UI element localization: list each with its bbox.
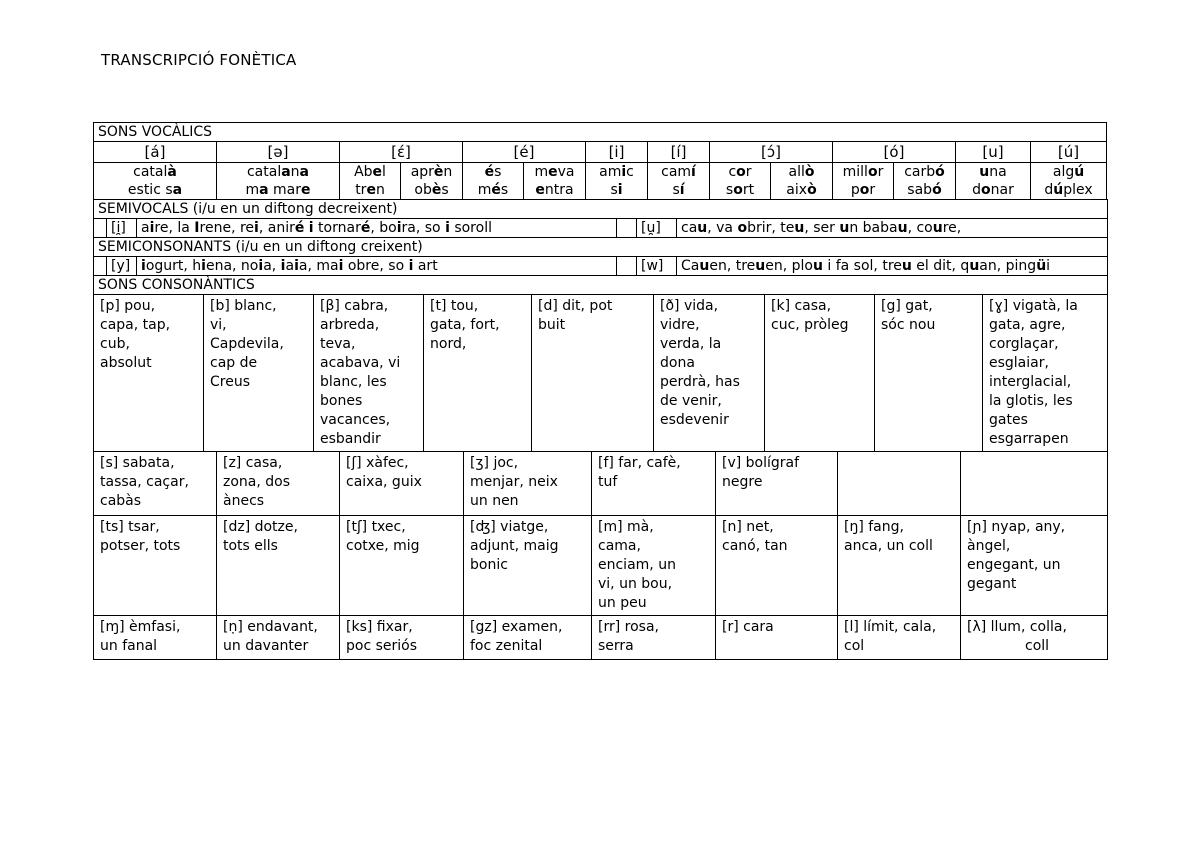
consonant-cell: [ks] fixar, poc seriós bbox=[340, 616, 464, 660]
glides-table bbox=[93, 199, 1108, 295]
consonant-cell: [s] sabata, tassa, caçar, cabàs bbox=[94, 452, 217, 516]
consonant-cell: [ŋ] fang, anca, un coll bbox=[838, 516, 961, 616]
vowel-example: catalana ma mare bbox=[217, 163, 340, 200]
semiconsonant-w-symbol: [w] bbox=[637, 257, 677, 276]
vowel-symbol: [ɛ́] bbox=[340, 142, 463, 163]
vowel-symbol: [ɔ́] bbox=[710, 142, 833, 163]
vowels-block bbox=[93, 122, 1107, 660]
vowel-example: camí sí bbox=[648, 163, 710, 200]
page-title: TRANSCRIPCIÓ FONÈTICA bbox=[101, 51, 297, 69]
consonant-cell: [g] gat, sóc nou bbox=[875, 295, 983, 452]
vowel-example: millor por bbox=[833, 163, 894, 200]
consonant-cell: [z] casa, zona, dos ànecs bbox=[217, 452, 340, 516]
consonant-cell: [rr] rosa, serra bbox=[592, 616, 716, 660]
consonants-section-header: SONS CONSONÀNTICS bbox=[94, 276, 1108, 295]
consonant-cell: [λ] llum, colla, coll bbox=[961, 616, 1108, 660]
consonant-cell: [β] cabra, arbreda, teva, acabava, vi blanc, les bones vacances, esbandir bbox=[314, 295, 424, 452]
consonant-cell: [m] mà, cama, enciam, un vi, un bou, un peu bbox=[592, 516, 716, 616]
consonant-cell: [t] tou, gata, fort, nord, bbox=[424, 295, 532, 452]
consonant-cell: [ts] tsar, potser, tots bbox=[94, 516, 217, 616]
consonant-cell: [ɲ] nyap, any, àngel, engegant, un gegant bbox=[961, 516, 1108, 616]
consonant-cell: [f] far, cafè, tuf bbox=[592, 452, 716, 516]
vowel-example: algú dúplex bbox=[1031, 163, 1107, 200]
vowel-symbols-row bbox=[94, 142, 1107, 163]
vowel-example: aprèn obès bbox=[401, 163, 463, 200]
consonants-row-2 bbox=[94, 452, 1108, 516]
vowel-symbol: [í] bbox=[648, 142, 710, 163]
consonants-row-4 bbox=[94, 616, 1108, 660]
consonant-cell: [d] dit, pot buit bbox=[532, 295, 654, 452]
vowel-examples-row bbox=[94, 163, 1107, 200]
vowel-example: amic si bbox=[586, 163, 648, 200]
vowel-symbol: [é] bbox=[463, 142, 586, 163]
consonant-cell: [ð] vida, vidre, verda, la dona perdrà, has de venir, esdevenir bbox=[654, 295, 765, 452]
consonant-cell: [tʃ] txec, cotxe, mig bbox=[340, 516, 464, 616]
consonant-cell: [ʤ] viatge, adjunt, maig bonic bbox=[464, 516, 592, 616]
consonants-rows-table bbox=[93, 451, 1108, 660]
consonant-cell bbox=[961, 452, 1108, 516]
semiconsonant-w-examples: Cauen, treuen, plou i fa sol, treu el dit, quan, pingüi bbox=[677, 257, 1108, 276]
vowel-symbol: [ó] bbox=[833, 142, 956, 163]
vowel-symbol: [i] bbox=[586, 142, 648, 163]
consonant-cell: [r] cara bbox=[716, 616, 838, 660]
consonant-cell: [ʒ] joc, menjar, neix un nen bbox=[464, 452, 592, 516]
consonants-row1-table bbox=[93, 294, 1108, 452]
vowel-example: una donar bbox=[956, 163, 1031, 200]
semivowel-i-symbol: [i̯] bbox=[107, 219, 137, 238]
semivowel-i-examples: aire, la Irene, rei, aniré i tornaré, boira, so i soroll bbox=[137, 219, 617, 238]
vowel-example: meva entra bbox=[524, 163, 586, 200]
consonant-cell: [dz] dotze, tots ells bbox=[217, 516, 340, 616]
vowel-example: Abel tren bbox=[340, 163, 401, 200]
consonant-cell: [l] límit, cala, col bbox=[838, 616, 961, 660]
consonants-row-3 bbox=[94, 516, 1108, 616]
semivowels-section-header: SEMIVOCALS (i/u en un diftong decreixent) bbox=[94, 200, 1108, 219]
consonant-cell: [p] pou, capa, tap, cub, absolut bbox=[94, 295, 204, 452]
semivowel-u-examples: cau, va obrir, teu, ser un babau, coure, bbox=[677, 219, 1108, 238]
vowels-section-header: SONS VOCÀLICS bbox=[94, 123, 1107, 142]
consonant-cell: [ṇ] endavant, un davanter bbox=[217, 616, 340, 660]
vowel-symbol: [u] bbox=[956, 142, 1031, 163]
consonant-cell: [ʃ] xàfec, caixa, guix bbox=[340, 452, 464, 516]
semiconsonants-section-header: SEMICONSONANTS (i/u en un diftong creixent) bbox=[94, 238, 1108, 257]
consonant-cell: [k] casa, cuc, pròleg bbox=[765, 295, 875, 452]
consonant-cell: [gz] examen, foc zenital bbox=[464, 616, 592, 660]
vowel-example: allò això bbox=[771, 163, 833, 200]
vowel-example: català estic sa bbox=[94, 163, 217, 200]
vowel-symbol: [ə] bbox=[217, 142, 340, 163]
consonant-cell: [v] bolígraf negre bbox=[716, 452, 838, 516]
vowel-example: cor sort bbox=[710, 163, 771, 200]
semiconsonant-y-examples: iogurt, hiena, noia, iaia, mai obre, so i art bbox=[137, 257, 617, 276]
vowel-symbol: [ú] bbox=[1031, 142, 1107, 163]
semiconsonants-row bbox=[94, 257, 1108, 276]
consonant-cell: [b] blanc, vi, Capdevila, cap de Creus bbox=[204, 295, 314, 452]
consonant-cell bbox=[838, 452, 961, 516]
semivowel-u-symbol: [u̯] bbox=[637, 219, 677, 238]
semivowels-row bbox=[94, 219, 1108, 238]
semiconsonant-y-symbol: [y] bbox=[107, 257, 137, 276]
vowels-table bbox=[93, 122, 1107, 200]
consonant-cell: [ɣ] vigatà, la gata, agre, corglaçar, esglaiar, interglacial, la glotis, les gates esgarrapen bbox=[983, 295, 1108, 452]
vowel-example: és més bbox=[463, 163, 524, 200]
vowel-example: carbó sabó bbox=[894, 163, 956, 200]
consonant-cell: [n] net, canó, tan bbox=[716, 516, 838, 616]
vowel-symbol: [á] bbox=[94, 142, 217, 163]
consonant-cell: [ɱ] èmfasi, un fanal bbox=[94, 616, 217, 660]
consonants-row-1 bbox=[94, 295, 1108, 452]
